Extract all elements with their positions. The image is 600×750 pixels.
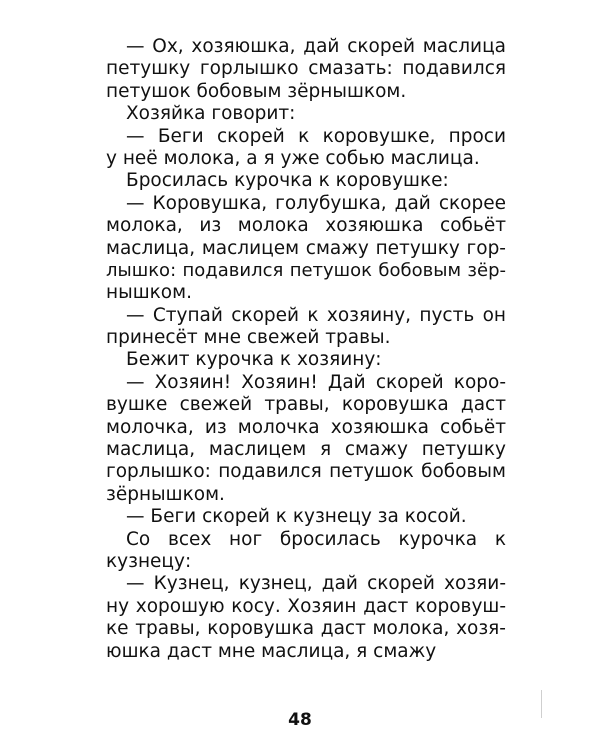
text-line: — Коровушка, голубушка, дай скорее [126, 192, 506, 214]
text-line: Хозяйка говорит: [126, 103, 296, 125]
text-line: у неё молока, а я уже собью маслица. [106, 147, 480, 169]
text-line: — Беги скорей к коровушке, проси [126, 125, 506, 147]
text-line: петушок бобовым зёрнышком. [106, 80, 407, 102]
text-line: Бросилась курочка к коровушке: [126, 170, 449, 192]
text-line: — Кузнец, кузнец, дай скорей хозяи- [126, 573, 506, 595]
text-line: принесёт мне свежей травы. [106, 327, 391, 349]
text-line: вушке свежей травы, коровушка даст [106, 394, 506, 416]
page-text [106, 36, 506, 663]
text-line: горлышко: подавился петушок бобовым [106, 461, 506, 483]
text-line: маслица, маслицем я смажу петушку [106, 439, 506, 461]
page-number: 48 [288, 710, 312, 730]
text-line: кузнецу: [106, 550, 192, 572]
text-line: — Ступай скорей к хозяину, пусть он [126, 304, 506, 326]
text-line: юшка даст мне маслица, я смажу [106, 640, 437, 662]
text-line: — Хозяин! Хозяин! Дай скорей коро- [126, 371, 506, 393]
text-line: лышко: подавился петушок бобовым зёр- [106, 259, 506, 281]
text-line: — Беги скорей к кузнецу за косой. [126, 506, 467, 528]
text-line: молока, из молока хозяюшка собьёт [106, 215, 506, 237]
scan-edge-mark [541, 690, 542, 718]
text-line: ке травы, коровушка даст молока, хозя- [106, 618, 506, 640]
text-line: петушку горлышко смазать: подавился [106, 58, 506, 80]
text-line: молочка, из молочка хозяюшка собьёт [106, 416, 506, 438]
text-line: нышком. [106, 282, 192, 304]
text-line: маслица, маслицем смажу петушку гор- [106, 237, 506, 259]
text-line: Бежит курочка к хозяину: [126, 349, 382, 371]
text-line: Со всех ног бросилась курочка к [126, 528, 506, 550]
text-line: ну хорошую косу. Хозяин даст коровуш- [106, 595, 506, 617]
text-line: зёрнышком. [106, 483, 225, 505]
text-line: — Ох, хозяюшка, дай скорей маслица [126, 36, 506, 57]
